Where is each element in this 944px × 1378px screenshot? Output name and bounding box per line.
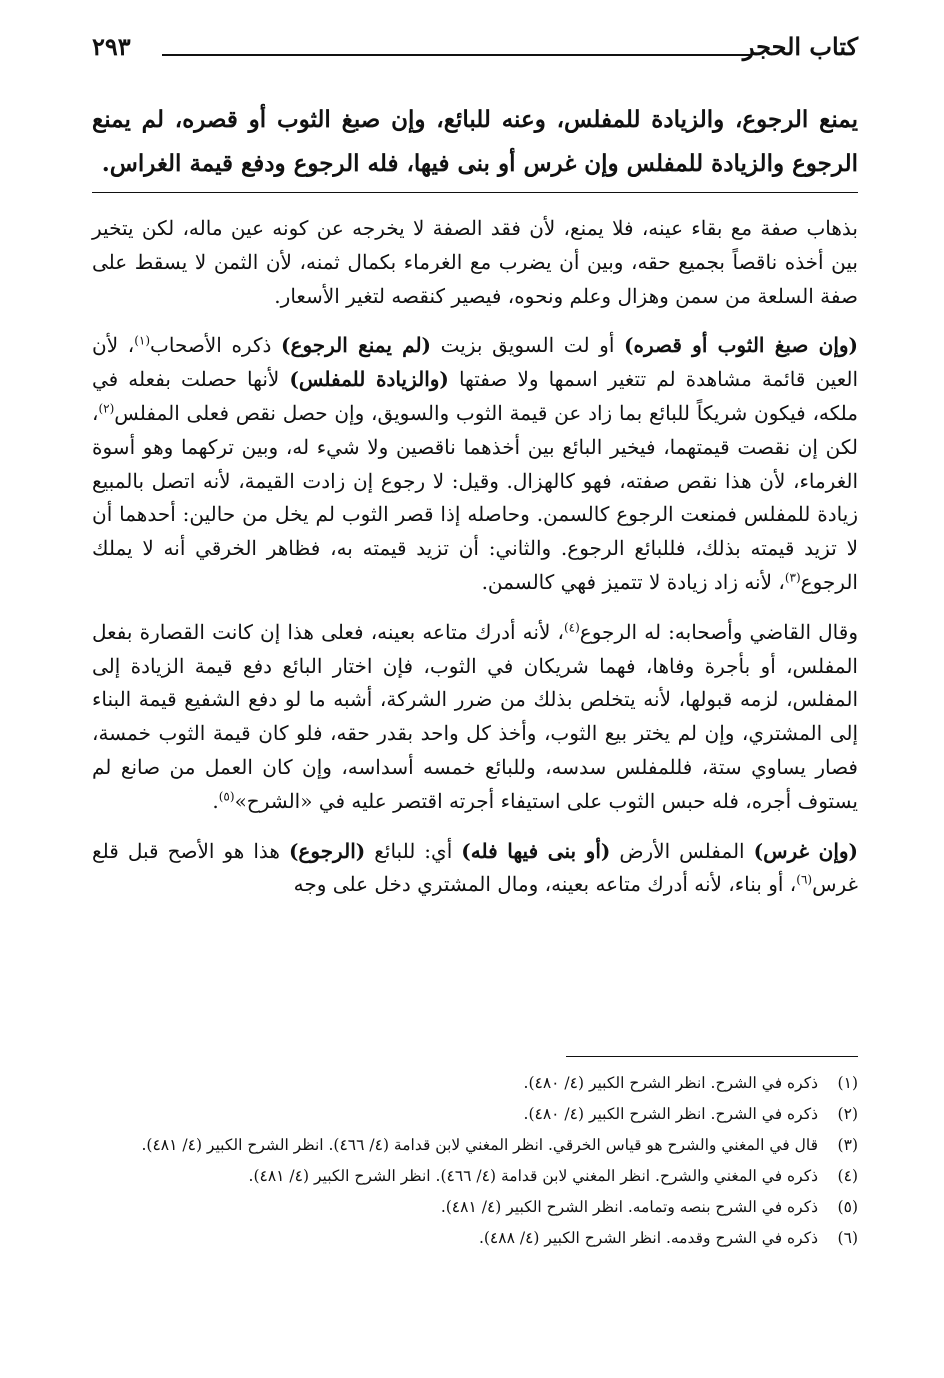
footnotes [92, 1068, 858, 1254]
chapter-title: كتاب الحجر [742, 32, 858, 61]
footnote-number: (٥) [837, 1198, 858, 1216]
footnote-ref: (٥) [218, 789, 235, 804]
page-header [92, 28, 858, 68]
commentary-text: ، لأنه أدرك متاعه بعينه، فعلى هذا إن كانت القصارة بفعل المفلس، أو بأجرة وفاها، فهما شريكان في الثوب، فإن اختار البائع دفع قيمة الزيادة إلى المفلس، لزمه قبولها، لأنه يتخلص بذلك من ضرر الشركة، أشبه ما لو دفع الشفيع قيمة البناء إلى المشتري، وإن لم يختر بيع الثوب، وأخذ كل واحد بقدر حقه، فلو كان قيمة الثوب خمسة، فصار يساوي ستة، فللمفلس سدسه، وللبائع خمسه أسداسه، وإن كان العمل من صانع لم يستوف أجره، فله حبس الثوب على استيفاء أجرته اقتصر عليه في «الشرح» [92, 619, 858, 813]
commentary-text: أي: للبائع [365, 838, 462, 863]
footnote-item [92, 1130, 858, 1161]
footnote-item [92, 1192, 858, 1223]
commentary-text: . [212, 788, 219, 813]
footnote-text: ذكره في الشرح. انظر الشرح الكبير (٤/ ٤٨٠). [523, 1074, 818, 1092]
page-number: ٢٩٣ [92, 32, 131, 61]
commentary-text: ، أو بناء، لأنه أدرك متاعه بعينه، ومال المشتري دخل على وجه [293, 872, 797, 897]
quoted-lemma: (وإن غرس) [753, 838, 858, 863]
footnote-item [92, 1099, 858, 1130]
footnote-ref: (٢) [98, 401, 115, 416]
footnote-text: قال في المغني والشرح هو قياس الخرقي. انظر المغني لابن قدامة (٤/ ٤٦٦). انظر الشرح الكبير (٤/ ٤٨١). [141, 1136, 818, 1154]
commentary-paragraph-3 [92, 616, 858, 819]
footnote-text: ذكره في الشرح بنصه وتمامه. انظر الشرح الكبير (٤/ ٤٨١). [440, 1198, 818, 1216]
commentary-paragraph-2 [92, 329, 858, 599]
footnote-item [92, 1161, 858, 1192]
footnote-item [92, 1223, 858, 1254]
commentary-paragraph-4 [92, 835, 858, 903]
matn-divider [92, 192, 858, 193]
footnote-ref: (٣) [784, 570, 801, 585]
quoted-lemma: (وإن صبغ الثوب أو قصره) [624, 333, 859, 358]
footnote-number: (٦) [837, 1229, 858, 1247]
footnote-number: (١) [837, 1074, 858, 1092]
commentary [92, 212, 858, 918]
commentary-paragraph-1: بذهاب صفة مع بقاء عينه، فلا يمنع، لأن فقد الصفة لا يخرجه عن كونه عين ماله، لكن يتخير بين أخذه ناقصاً بجميع حقه، وبين أن يضرب مع الغرماء بكمال ثمنه، لأن الثمن لا يسقط على صفة السلعة من سمن وهزال وعلم ونحوه، فيصير كنقصه لتغير الأسعار. [92, 216, 858, 308]
commentary-text: هذا هو الأصح قبل قلع غرس [92, 838, 858, 897]
main-text: يمنع الرجوع، والزيادة للمفلس، وعنه للبائع، وإن صبغ الثوب أو قصره، لم يمنع الرجوع والزيادة للمفلس وإن غرس أو بنى فيها، فله الرجوع ودفع قيمة الغراس. [92, 106, 858, 177]
quoted-lemma: (والزيادة للمفلس) [289, 367, 449, 392]
commentary-text: وقال القاضي وأصحابه: له الرجوع [579, 619, 858, 644]
commentary-text: ، لأن العين قائمة مشاهدة لم تتغير اسمها ولا صفتها [92, 333, 858, 392]
footnote-text: ذكره في الشرح. انظر الشرح الكبير (٤/ ٤٨٠). [523, 1105, 818, 1123]
commentary-text: لأنها حصلت بفعله في ملكه، فيكون شريكاً للبائع بما زاد عن قيمة الثوب والسويق، وإن حصل نقص فعلى المفلس [92, 367, 858, 425]
footnote-number: (٤) [837, 1167, 858, 1185]
footnote-ref: (١) [134, 333, 151, 348]
footnote-number: (٢) [837, 1105, 858, 1123]
commentary-text: أو لت السويق بزيت [431, 333, 625, 358]
quoted-lemma: (أو بنى فيها فله) [461, 838, 611, 863]
footnote-item [92, 1068, 858, 1099]
commentary-text: ، لكن إن نقصت قيمتهما، فيخير البائع بين أخذهما ناقصين ولا شيء له، وبين تركهما وهو أسوة الغرماء، لأن هذا نقص صفته، فهو كالهزال. وقيل: لا رجوع إن زادت القيمة، لأنه اتصل بالمبيع زيادة للمفلس فمنعت الرجوع كالسمن. وحاصله إذا قصر الثوب لم يخل من حالين: أحدهما أن لا تزيد قيمته بذلك، فللبائع الرجوع. والثاني: أن تزيد قيمته به، فظاهر الخرقي أنه لا يملك الرجوع [92, 400, 858, 594]
footnote-ref: (٦) [796, 872, 813, 887]
quoted-lemma: (الرجوع) [288, 838, 366, 863]
footnote-text: ذكره في المغني والشرح. انظر المغني لابن قدامة (٤/ ٤٦٦). انظر الشرح الكبير (٤/ ٤٨١). [248, 1167, 818, 1185]
footnote-divider [566, 1056, 858, 1057]
quoted-lemma: (لم يمنع الرجوع) [281, 333, 431, 358]
footnote-ref: (٤) [563, 620, 580, 635]
commentary-text: ذكره الأصحاب [150, 333, 282, 358]
footnote-number: (٣) [837, 1136, 858, 1154]
header-rule [162, 54, 752, 56]
commentary-text: ، لأنه زاد زيادة لا تتميز فهي كالسمن. [481, 569, 785, 594]
commentary-text: المفلس الأرض [610, 838, 754, 863]
footnote-text: ذكره في الشرح وقدمه. انظر الشرح الكبير (٤/ ٤٨٨). [478, 1229, 818, 1247]
